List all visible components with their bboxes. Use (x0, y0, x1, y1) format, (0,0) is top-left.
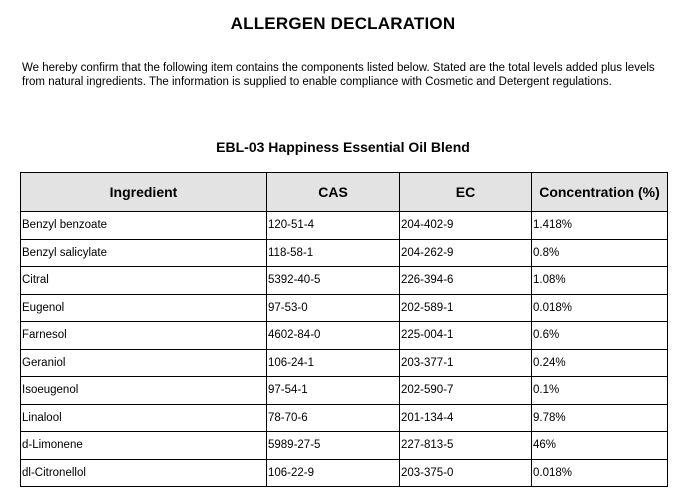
intro-paragraph: We hereby confirm that the following item contains the components listed below. Stated are the total levels added plus levels from natural ingredients. The information is supplied to enable compliance with Cosmetic and Detergent regulations. (22, 62, 655, 88)
concentration-cell: 1.08% (532, 267, 668, 295)
product-name: EBL-03 Happiness Essential Oil Blend (216, 139, 470, 155)
table-body (21, 212, 668, 487)
table-row (21, 459, 668, 487)
concentration-cell: 0.1% (532, 377, 668, 405)
ec-cell: 203-375-0 (400, 459, 532, 487)
table-row (21, 239, 668, 267)
ingredient-cell: Geraniol (21, 349, 267, 377)
ingredient-cell: Eugenol (21, 294, 267, 322)
ingredient-cell: Linalool (21, 404, 267, 432)
document-title: ALLERGEN DECLARATION (230, 14, 456, 33)
ec-cell: 202-590-7 (400, 377, 532, 405)
concentration-cell: 9.78% (532, 404, 668, 432)
header-cas: CAS (267, 173, 400, 212)
table-row (21, 267, 668, 295)
allergen-table (20, 172, 668, 487)
cas-cell: 106-22-9 (267, 459, 400, 487)
header-ingredient: Ingredient (21, 173, 267, 212)
table-row (21, 432, 668, 460)
ingredient-cell: Benzyl salicylate (21, 239, 267, 267)
cas-cell: 97-53-0 (267, 294, 400, 322)
concentration-cell: 0.6% (532, 322, 668, 350)
ec-cell: 203-377-1 (400, 349, 532, 377)
ec-cell: 202-589-1 (400, 294, 532, 322)
ingredient-cell: Isoeugenol (21, 377, 267, 405)
cas-cell: 4602-84-0 (267, 322, 400, 350)
table-row (21, 404, 668, 432)
table-row (21, 377, 668, 405)
cas-cell: 120-51-4 (267, 212, 400, 240)
cas-cell: 97-54-1 (267, 377, 400, 405)
ingredient-cell: Citral (21, 267, 267, 295)
cas-cell: 78-70-6 (267, 404, 400, 432)
ingredient-cell: d-Limonene (21, 432, 267, 460)
cas-cell: 118-58-1 (267, 239, 400, 267)
header-ec: EC (400, 173, 532, 212)
concentration-cell: 0.24% (532, 349, 668, 377)
table-header-row (21, 173, 668, 212)
ec-cell: 227-813-5 (400, 432, 532, 460)
ec-cell: 225-004-1 (400, 322, 532, 350)
concentration-cell: 0.8% (532, 239, 668, 267)
concentration-cell: 1.418% (532, 212, 668, 240)
concentration-cell: 0.018% (532, 294, 668, 322)
cas-cell: 106-24-1 (267, 349, 400, 377)
table-row (21, 212, 668, 240)
concentration-cell: 46% (532, 432, 668, 460)
table-row (21, 294, 668, 322)
ingredient-cell: Farnesol (21, 322, 267, 350)
header-concentration: Concentration (%) (532, 173, 668, 212)
ec-cell: 201-134-4 (400, 404, 532, 432)
ec-cell: 204-402-9 (400, 212, 532, 240)
ec-cell: 204-262-9 (400, 239, 532, 267)
cas-cell: 5989-27-5 (267, 432, 400, 460)
cas-cell: 5392-40-5 (267, 267, 400, 295)
table-row (21, 322, 668, 350)
table-row (21, 349, 668, 377)
concentration-cell: 0.018% (532, 459, 668, 487)
ingredient-cell: Benzyl benzoate (21, 212, 267, 240)
ec-cell: 226-394-6 (400, 267, 532, 295)
ingredient-cell: dl-Citronellol (21, 459, 267, 487)
